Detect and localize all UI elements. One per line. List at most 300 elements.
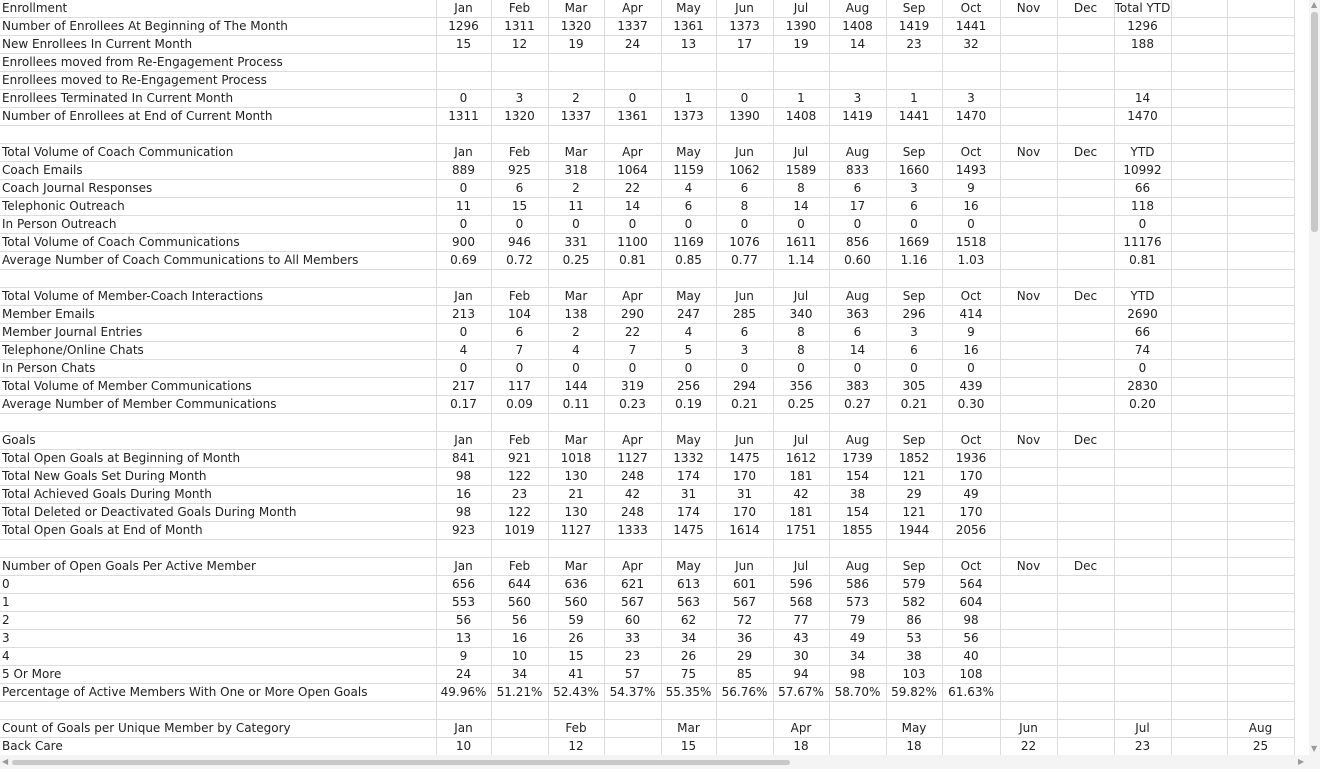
table-cell[interactable]: Feb (491, 0, 548, 18)
table-cell[interactable] (1057, 486, 1114, 504)
table-cell[interactable]: 8 (773, 342, 829, 360)
table-cell[interactable]: 54.37% (604, 684, 661, 702)
table-cell[interactable]: 1441 (942, 18, 1000, 36)
row-label[interactable]: Percentage of Active Members With One or More Open Goals (0, 684, 436, 702)
table-cell[interactable] (1114, 450, 1171, 468)
row-label[interactable]: Enrollees moved to Re-Engagement Process (0, 72, 436, 90)
table-cell[interactable] (436, 702, 491, 720)
table-cell[interactable]: 1751 (773, 522, 829, 540)
table-cell[interactable] (491, 72, 548, 90)
table-cell[interactable] (1000, 612, 1057, 630)
table-cell[interactable]: 12 (491, 36, 548, 54)
table-cell[interactable] (1171, 558, 1227, 576)
table-cell[interactable]: 560 (548, 594, 604, 612)
table-cell[interactable]: Jul (773, 288, 829, 306)
table-cell[interactable]: 16 (436, 486, 491, 504)
table-cell[interactable]: 0 (716, 216, 773, 234)
table-cell[interactable]: 1852 (886, 450, 942, 468)
table-cell[interactable] (716, 270, 773, 288)
table-cell[interactable]: 34 (829, 648, 886, 666)
table-cell[interactable] (1171, 504, 1227, 522)
table-cell[interactable]: 60 (604, 612, 661, 630)
row-label[interactable]: Number of Enrollees At Beginning of The Month (0, 18, 436, 36)
table-cell[interactable]: 181 (773, 468, 829, 486)
table-cell[interactable]: May (661, 144, 716, 162)
table-cell[interactable]: 2056 (942, 522, 1000, 540)
table-cell[interactable]: 98 (942, 612, 1000, 630)
table-cell[interactable]: Dec (1057, 558, 1114, 576)
table-cell[interactable] (1000, 684, 1057, 702)
table-cell[interactable]: 14 (829, 342, 886, 360)
table-cell[interactable]: 42 (773, 486, 829, 504)
table-cell[interactable]: 1739 (829, 450, 886, 468)
table-cell[interactable] (1227, 36, 1294, 54)
table-cell[interactable] (942, 126, 1000, 144)
table-cell[interactable]: 383 (829, 378, 886, 396)
table-cell[interactable] (829, 414, 886, 432)
table-cell[interactable]: Feb (491, 144, 548, 162)
table-cell[interactable]: 0 (604, 360, 661, 378)
table-cell[interactable]: 0.25 (773, 396, 829, 414)
table-cell[interactable]: 1296 (1114, 18, 1171, 36)
table-cell[interactable] (1227, 90, 1294, 108)
table-cell[interactable] (1227, 504, 1294, 522)
table-cell[interactable]: 31 (661, 486, 716, 504)
table-cell[interactable]: Aug (1227, 720, 1294, 738)
table-cell[interactable]: May (661, 432, 716, 450)
table-cell[interactable] (1057, 54, 1114, 72)
table-cell[interactable]: 154 (829, 504, 886, 522)
table-cell[interactable]: 154 (829, 468, 886, 486)
table-cell[interactable]: 946 (491, 234, 548, 252)
table-cell[interactable]: 0 (604, 90, 661, 108)
table-cell[interactable] (1057, 414, 1114, 432)
table-cell[interactable]: Jul (773, 0, 829, 18)
table-cell[interactable] (829, 540, 886, 558)
table-cell[interactable]: 5 (661, 342, 716, 360)
table-cell[interactable]: Nov (1000, 144, 1057, 162)
table-cell[interactable] (773, 54, 829, 72)
table-cell[interactable]: Nov (1000, 432, 1057, 450)
table-cell[interactable]: 285 (716, 306, 773, 324)
table-cell[interactable]: 1361 (604, 108, 661, 126)
table-cell[interactable]: 1169 (661, 234, 716, 252)
table-cell[interactable]: 174 (661, 468, 716, 486)
table-cell[interactable]: 34 (661, 630, 716, 648)
table-cell[interactable]: 52.43% (548, 684, 604, 702)
table-cell[interactable]: 4 (548, 342, 604, 360)
table-cell[interactable]: Oct (942, 432, 1000, 450)
table-cell[interactable] (1171, 288, 1227, 306)
table-cell[interactable]: 1127 (604, 450, 661, 468)
table-cell[interactable]: 0 (773, 360, 829, 378)
table-cell[interactable]: 0.69 (436, 252, 491, 270)
table-cell[interactable] (1114, 468, 1171, 486)
table-cell[interactable] (886, 270, 942, 288)
table-cell[interactable]: 568 (773, 594, 829, 612)
table-cell[interactable]: 573 (829, 594, 886, 612)
table-cell[interactable]: 10992 (1114, 162, 1171, 180)
table-cell[interactable]: 621 (604, 576, 661, 594)
table-cell[interactable]: 0 (942, 216, 1000, 234)
table-cell[interactable]: Jun (716, 0, 773, 18)
table-cell[interactable]: 79 (829, 612, 886, 630)
table-cell[interactable]: 1612 (773, 450, 829, 468)
table-cell[interactable] (1000, 378, 1057, 396)
row-label[interactable] (0, 414, 436, 432)
table-cell[interactable]: 1100 (604, 234, 661, 252)
table-cell[interactable]: 19 (548, 36, 604, 54)
table-cell[interactable]: 247 (661, 306, 716, 324)
table-cell[interactable]: 38 (886, 648, 942, 666)
row-label[interactable]: In Person Chats (0, 360, 436, 378)
table-cell[interactable]: 564 (942, 576, 1000, 594)
table-cell[interactable] (942, 540, 1000, 558)
table-cell[interactable] (1227, 540, 1294, 558)
table-cell[interactable] (1171, 306, 1227, 324)
table-cell[interactable] (1171, 396, 1227, 414)
table-cell[interactable]: 1019 (491, 522, 548, 540)
table-cell[interactable]: Nov (1000, 0, 1057, 18)
table-cell[interactable] (1114, 666, 1171, 684)
table-cell[interactable]: Jan (436, 0, 491, 18)
table-cell[interactable]: 130 (548, 504, 604, 522)
table-cell[interactable] (1171, 738, 1227, 756)
table-cell[interactable]: 1614 (716, 522, 773, 540)
table-cell[interactable] (886, 72, 942, 90)
table-cell[interactable]: 61.63% (942, 684, 1000, 702)
table-cell[interactable] (1000, 342, 1057, 360)
vertical-scrollbar[interactable] (1309, 0, 1320, 755)
table-cell[interactable] (942, 270, 1000, 288)
table-cell[interactable]: 9 (942, 180, 1000, 198)
row-label[interactable]: Count of Goals per Unique Member by Category (0, 720, 436, 738)
table-cell[interactable] (1000, 360, 1057, 378)
table-cell[interactable]: 1.03 (942, 252, 1000, 270)
table-cell[interactable] (1000, 504, 1057, 522)
table-cell[interactable] (1227, 522, 1294, 540)
table-cell[interactable] (716, 126, 773, 144)
row-label[interactable]: Enrollment (0, 0, 436, 18)
table-cell[interactable]: 43 (773, 630, 829, 648)
table-cell[interactable] (1057, 342, 1114, 360)
table-cell[interactable] (491, 540, 548, 558)
table-cell[interactable]: 12 (548, 738, 604, 756)
table-cell[interactable] (1227, 288, 1294, 306)
table-cell[interactable] (491, 414, 548, 432)
table-cell[interactable]: Feb (491, 432, 548, 450)
table-cell[interactable]: 1944 (886, 522, 942, 540)
table-cell[interactable]: 32 (942, 36, 1000, 54)
table-cell[interactable] (1227, 342, 1294, 360)
table-cell[interactable]: 16 (942, 198, 1000, 216)
table-cell[interactable]: 11 (548, 198, 604, 216)
table-cell[interactable]: 22 (604, 324, 661, 342)
table-cell[interactable] (1171, 702, 1227, 720)
table-cell[interactable]: Oct (942, 144, 1000, 162)
table-cell[interactable] (1057, 702, 1114, 720)
table-cell[interactable]: 74 (1114, 342, 1171, 360)
table-cell[interactable]: 51.21% (491, 684, 548, 702)
table-cell[interactable] (1171, 0, 1227, 18)
table-cell[interactable] (661, 72, 716, 90)
table-cell[interactable]: 0.17 (436, 396, 491, 414)
table-cell[interactable]: 1361 (661, 18, 716, 36)
table-cell[interactable] (829, 270, 886, 288)
table-cell[interactable]: 1390 (716, 108, 773, 126)
row-label[interactable] (0, 126, 436, 144)
table-cell[interactable]: Apr (604, 432, 661, 450)
table-cell[interactable]: 49 (829, 630, 886, 648)
table-cell[interactable] (1000, 306, 1057, 324)
row-label[interactable]: Number of Open Goals Per Active Member (0, 558, 436, 576)
table-cell[interactable] (1114, 270, 1171, 288)
table-cell[interactable]: 8 (773, 324, 829, 342)
table-cell[interactable] (1114, 630, 1171, 648)
table-cell[interactable] (1227, 378, 1294, 396)
table-cell[interactable] (886, 414, 942, 432)
table-cell[interactable]: 121 (886, 468, 942, 486)
table-cell[interactable]: 85 (716, 666, 773, 684)
table-cell[interactable] (548, 702, 604, 720)
table-cell[interactable] (1057, 720, 1114, 738)
table-cell[interactable] (661, 414, 716, 432)
table-cell[interactable]: 1936 (942, 450, 1000, 468)
table-cell[interactable]: 900 (436, 234, 491, 252)
table-cell[interactable] (1057, 360, 1114, 378)
table-cell[interactable] (1057, 270, 1114, 288)
table-cell[interactable] (942, 72, 1000, 90)
table-cell[interactable]: 1660 (886, 162, 942, 180)
table-cell[interactable]: 4 (436, 342, 491, 360)
table-cell[interactable] (1171, 252, 1227, 270)
row-label[interactable]: Total Volume of Coach Communication (0, 144, 436, 162)
table-cell[interactable]: 0 (886, 216, 942, 234)
table-cell[interactable]: 56 (942, 630, 1000, 648)
table-cell[interactable] (661, 54, 716, 72)
table-cell[interactable]: 1373 (716, 18, 773, 36)
table-cell[interactable] (1000, 180, 1057, 198)
table-cell[interactable]: 305 (886, 378, 942, 396)
table-cell[interactable]: 0.27 (829, 396, 886, 414)
table-cell[interactable] (773, 414, 829, 432)
table-cell[interactable]: 170 (942, 468, 1000, 486)
table-cell[interactable]: 1441 (886, 108, 942, 126)
table-cell[interactable]: 3 (886, 324, 942, 342)
table-cell[interactable] (491, 126, 548, 144)
table-cell[interactable] (548, 72, 604, 90)
table-cell[interactable]: 56 (491, 612, 548, 630)
table-cell[interactable]: May (886, 720, 942, 738)
table-cell[interactable] (1000, 702, 1057, 720)
table-cell[interactable] (1057, 126, 1114, 144)
table-cell[interactable]: 98 (436, 504, 491, 522)
table-cell[interactable]: 1 (661, 90, 716, 108)
table-cell[interactable]: 0.11 (548, 396, 604, 414)
table-cell[interactable]: 117 (491, 378, 548, 396)
table-cell[interactable] (604, 738, 661, 756)
table-cell[interactable]: 1333 (604, 522, 661, 540)
table-cell[interactable]: 72 (716, 612, 773, 630)
table-cell[interactable]: 0 (491, 360, 548, 378)
table-cell[interactable] (1171, 684, 1227, 702)
table-cell[interactable]: 174 (661, 504, 716, 522)
table-cell[interactable]: 29 (886, 486, 942, 504)
table-cell[interactable]: Apr (604, 144, 661, 162)
table-cell[interactable] (1227, 684, 1294, 702)
table-cell[interactable]: 6 (829, 324, 886, 342)
table-cell[interactable]: 925 (491, 162, 548, 180)
table-cell[interactable] (1227, 270, 1294, 288)
table-cell[interactable]: 1311 (491, 18, 548, 36)
row-label[interactable]: 0 (0, 576, 436, 594)
table-cell[interactable] (1000, 630, 1057, 648)
table-cell[interactable] (1114, 558, 1171, 576)
table-cell[interactable] (1227, 0, 1294, 18)
table-cell[interactable]: Jun (716, 432, 773, 450)
table-cell[interactable]: 636 (548, 576, 604, 594)
horizontal-scroll-thumb[interactable] (12, 760, 790, 765)
table-cell[interactable]: 0.81 (604, 252, 661, 270)
table-cell[interactable] (942, 414, 1000, 432)
table-cell[interactable] (1227, 180, 1294, 198)
table-cell[interactable] (1227, 216, 1294, 234)
table-cell[interactable]: 1311 (436, 108, 491, 126)
table-cell[interactable] (1171, 162, 1227, 180)
table-cell[interactable]: 856 (829, 234, 886, 252)
table-cell[interactable] (1057, 36, 1114, 54)
table-cell[interactable] (1000, 126, 1057, 144)
table-cell[interactable]: 0.60 (829, 252, 886, 270)
table-cell[interactable] (1227, 666, 1294, 684)
table-cell[interactable] (436, 540, 491, 558)
table-cell[interactable]: 14 (829, 36, 886, 54)
table-cell[interactable] (1171, 414, 1227, 432)
table-cell[interactable]: Apr (773, 720, 829, 738)
table-cell[interactable]: 130 (548, 468, 604, 486)
table-cell[interactable]: 29 (716, 648, 773, 666)
table-cell[interactable] (1057, 198, 1114, 216)
table-cell[interactable] (1227, 630, 1294, 648)
table-cell[interactable]: 16 (491, 630, 548, 648)
table-cell[interactable] (1114, 684, 1171, 702)
table-cell[interactable]: 0.77 (716, 252, 773, 270)
table-cell[interactable] (1171, 36, 1227, 54)
table-cell[interactable] (1114, 540, 1171, 558)
table-cell[interactable] (436, 414, 491, 432)
table-cell[interactable] (1114, 72, 1171, 90)
table-cell[interactable]: 296 (886, 306, 942, 324)
table-cell[interactable] (1000, 234, 1057, 252)
table-cell[interactable]: 4 (661, 180, 716, 198)
table-cell[interactable]: 1390 (773, 18, 829, 36)
table-cell[interactable]: 1611 (773, 234, 829, 252)
table-cell[interactable] (548, 270, 604, 288)
table-cell[interactable]: 57 (604, 666, 661, 684)
table-cell[interactable] (1171, 522, 1227, 540)
table-cell[interactable]: 23 (886, 36, 942, 54)
table-cell[interactable]: 1332 (661, 450, 716, 468)
table-cell[interactable]: Jul (1114, 720, 1171, 738)
table-cell[interactable] (1114, 432, 1171, 450)
row-label[interactable]: 4 (0, 648, 436, 666)
table-cell[interactable]: Nov (1000, 558, 1057, 576)
table-cell[interactable] (1000, 90, 1057, 108)
table-cell[interactable] (1171, 90, 1227, 108)
table-cell[interactable]: 294 (716, 378, 773, 396)
table-cell[interactable]: 2 (548, 90, 604, 108)
table-cell[interactable]: 11176 (1114, 234, 1171, 252)
table-cell[interactable] (1227, 468, 1294, 486)
table-cell[interactable]: 2690 (1114, 306, 1171, 324)
table-cell[interactable]: Feb (548, 720, 604, 738)
row-label[interactable]: Coach Journal Responses (0, 180, 436, 198)
table-cell[interactable]: 15 (491, 198, 548, 216)
table-cell[interactable] (1114, 126, 1171, 144)
table-cell[interactable]: Sep (886, 558, 942, 576)
table-cell[interactable] (1114, 702, 1171, 720)
table-cell[interactable] (773, 72, 829, 90)
row-label[interactable]: Total New Goals Set During Month (0, 468, 436, 486)
table-cell[interactable] (604, 540, 661, 558)
table-cell[interactable]: Mar (548, 0, 604, 18)
row-label[interactable]: Total Volume of Member Communications (0, 378, 436, 396)
table-cell[interactable]: 15 (661, 738, 716, 756)
table-cell[interactable] (1114, 648, 1171, 666)
table-cell[interactable]: Oct (942, 558, 1000, 576)
table-cell[interactable] (1171, 432, 1227, 450)
table-cell[interactable] (1227, 252, 1294, 270)
row-label[interactable]: Total Volume of Member-Coach Interactions (0, 288, 436, 306)
table-cell[interactable]: 0.23 (604, 396, 661, 414)
table-cell[interactable] (436, 72, 491, 90)
table-cell[interactable] (491, 54, 548, 72)
table-cell[interactable] (1171, 378, 1227, 396)
table-cell[interactable]: Dec (1057, 144, 1114, 162)
row-label[interactable]: 3 (0, 630, 436, 648)
table-cell[interactable] (491, 702, 548, 720)
table-cell[interactable]: 23 (491, 486, 548, 504)
row-label[interactable]: Average Number of Coach Communications to All Members (0, 252, 436, 270)
table-cell[interactable]: 1159 (661, 162, 716, 180)
table-cell[interactable]: 7 (604, 342, 661, 360)
table-cell[interactable]: 567 (716, 594, 773, 612)
row-label[interactable]: 1 (0, 594, 436, 612)
table-cell[interactable]: 1337 (548, 108, 604, 126)
table-cell[interactable]: 6 (829, 180, 886, 198)
table-cell[interactable]: Apr (604, 0, 661, 18)
table-cell[interactable] (1057, 612, 1114, 630)
table-cell[interactable]: 356 (773, 378, 829, 396)
table-cell[interactable]: 0 (661, 216, 716, 234)
table-cell[interactable] (1171, 108, 1227, 126)
table-cell[interactable] (1057, 738, 1114, 756)
table-cell[interactable]: May (661, 558, 716, 576)
table-cell[interactable] (942, 54, 1000, 72)
row-label[interactable]: Total Open Goals at Beginning of Month (0, 450, 436, 468)
table-cell[interactable]: 1127 (548, 522, 604, 540)
table-cell[interactable] (1057, 252, 1114, 270)
row-label[interactable]: New Enrollees In Current Month (0, 36, 436, 54)
table-cell[interactable] (886, 702, 942, 720)
table-cell[interactable]: 290 (604, 306, 661, 324)
table-cell[interactable]: 0.85 (661, 252, 716, 270)
table-cell[interactable]: Sep (886, 0, 942, 18)
table-cell[interactable]: 560 (491, 594, 548, 612)
table-cell[interactable]: 0 (661, 360, 716, 378)
table-cell[interactable] (1000, 468, 1057, 486)
table-cell[interactable]: Aug (829, 144, 886, 162)
